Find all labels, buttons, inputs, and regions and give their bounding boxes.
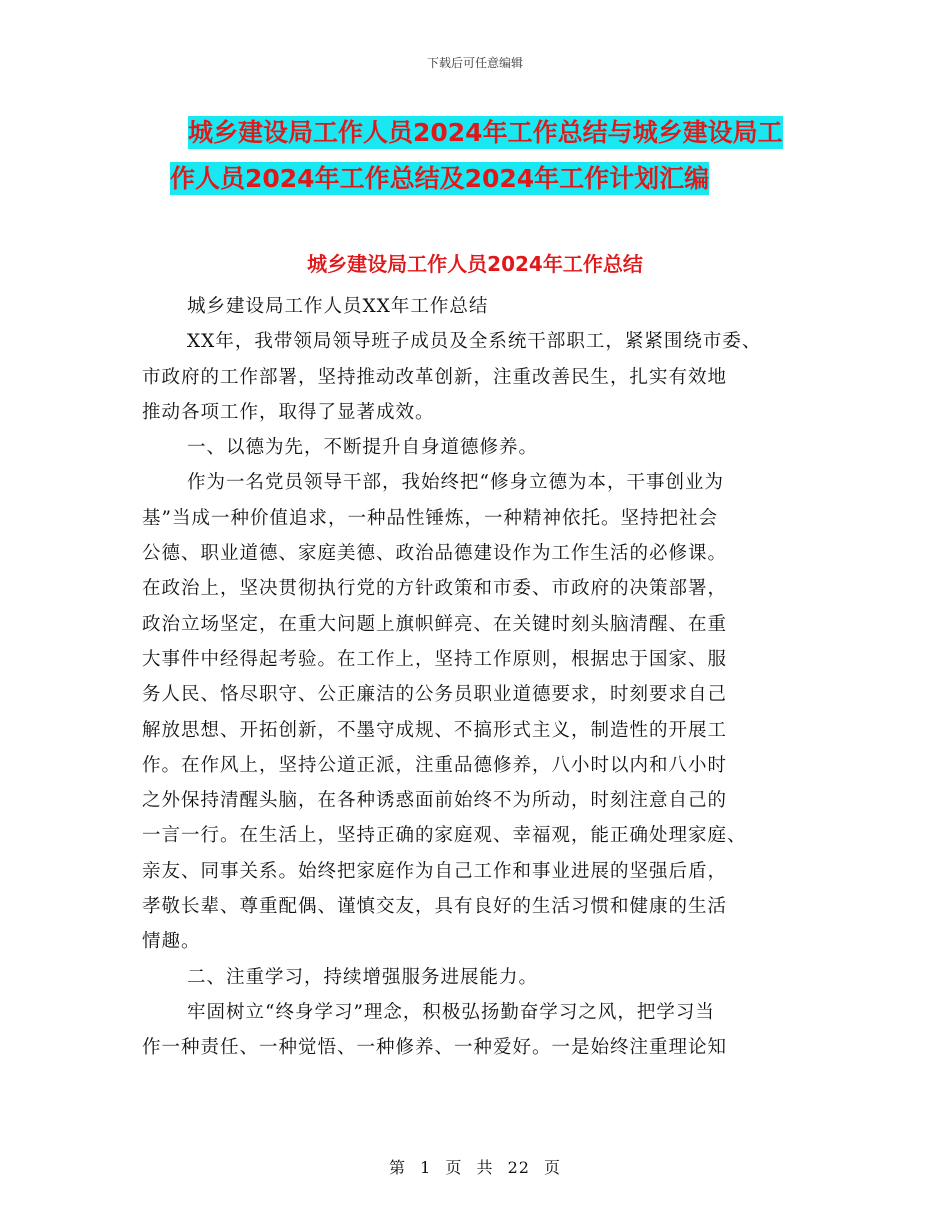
body-line: 作为一名党员领导干部，我始终把“修身立德为本，干事创业为 (187, 472, 724, 494)
section-title: 城乡建设局工作人员2024年工作总结 (307, 252, 643, 276)
body-line: 在政治上，坚决贯彻执行党的方针政策和市委、市政府的决策部署， (142, 578, 728, 600)
body-line: 公德、职业道德、家庭美德、政治品德建设作为工作生活的必修课。 (142, 543, 728, 565)
body-line: 亲友、同事关系。始终把家庭作为自己工作和事业进展的坚强后盾， (142, 860, 728, 882)
body-line: 一、以德为先，不断提升自身道德修养。 (187, 437, 539, 459)
footer-page-number: 1 (420, 1158, 432, 1177)
footer-page-mid: 页 (445, 1158, 463, 1177)
body-line: 政治立场坚定，在重大问题上旗帜鲜亮、在关键时刻头脑清醒、在重 (142, 613, 728, 635)
body-line: 作一种责任、一种觉悟、一种修养、一种爱好。一是始终注重理论知 (142, 1037, 728, 1059)
body-line: 情趣。 (142, 931, 201, 953)
footer-total-prefix: 共 (476, 1158, 494, 1177)
footer-page-prefix: 第 (388, 1158, 406, 1177)
body-line: 孝敬长辈、尊重配偶、谨慎交友，具有良好的生活习惯和健康的生活 (142, 896, 728, 918)
footer-total-suffix: 页 (544, 1158, 562, 1177)
title-line-1 (140, 110, 830, 156)
title-line-1-text: 城乡建设局工作人员2024年工作总结与城乡建设局工 (188, 118, 783, 147)
body-line: 作。在作风上，坚持公道正派，注重品德修养，八小时以内和八小时 (142, 754, 728, 776)
body-line: 二、注重学习，持续增强服务进展能力。 (187, 966, 539, 988)
body-line: 城乡建设局工作人员XX年工作总结 (187, 296, 489, 317)
body-line: 务人民、恪尽职守、公正廉洁的公务员职业道德要求，时刻要求自己 (142, 684, 728, 706)
body-line: 大事件中经得起考验。在工作上，坚持工作原则，根据忠于国家、服 (142, 648, 728, 670)
body-line: 市政府的工作部署，坚持推动改革创新，注重改善民生，扎实有效地 (142, 366, 728, 388)
header-note: 下载后可任意编辑 (426, 56, 523, 70)
body-line: 之外保持清醒头脑，在各种诱惑面前始终不为所动，时刻注意自己的 (142, 790, 728, 812)
body-line: 一言一行。在生活上，坚持正确的家庭观、幸福观，能正确处理家庭、 (142, 825, 747, 847)
title-line-2 (140, 156, 830, 202)
body-line: 解放思想、开拓创新，不墨守成规、不搞形式主义，制造性的开展工 (142, 719, 728, 741)
body-line: 牢固树立“终身学习”理念，积极弘扬勤奋学习之风，把学习当 (187, 1001, 715, 1023)
body-line: 推动各项工作，取得了显著成效。 (142, 401, 435, 423)
body-text (142, 289, 812, 1066)
page-footer (0, 1155, 950, 1178)
document-title (140, 110, 830, 202)
footer-total-pages: 22 (507, 1158, 530, 1177)
title-line-2-text: 作人员2024年工作总结及2024年工作计划汇编 (170, 164, 710, 193)
body-line: 基”当成一种价值追求，一种品性锤炼，一种精神依托。坚持把社会 (142, 507, 718, 529)
body-line: XX年，我带领局领导班子成员及全系统干部职工，紧紧围绕市委、 (187, 331, 762, 353)
